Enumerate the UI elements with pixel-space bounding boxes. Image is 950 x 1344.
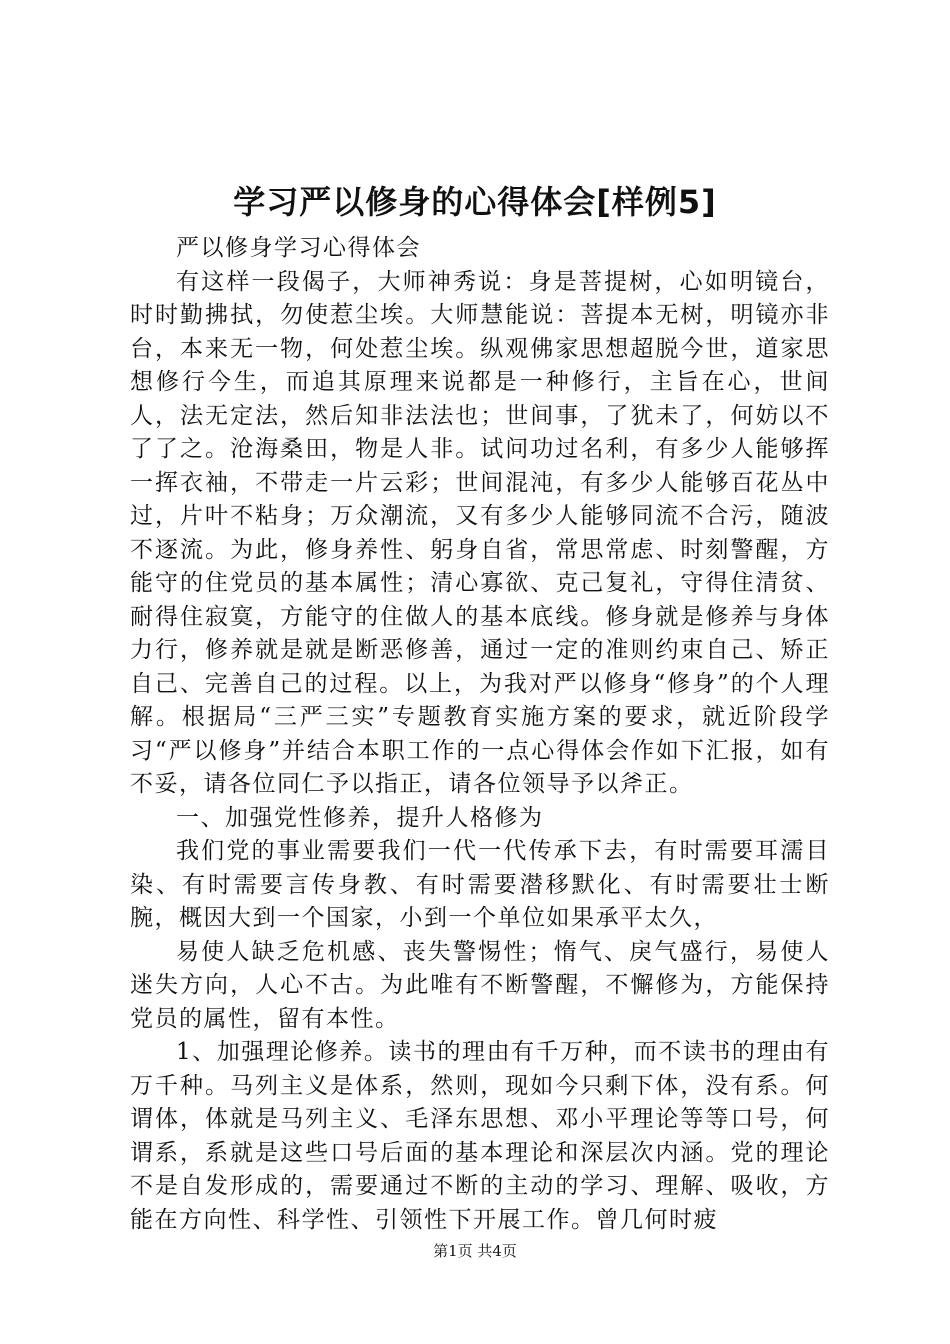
section-heading: 一、加强党性修养，提升人格修为 xyxy=(176,804,544,831)
body-paragraph: 易使人缺乏危机感、丧失警惕性；惰气、戾气盛行，易使人迷失方向，人心不古。为此唯有不断警醒，不懈修为，方能保持党员的属性，留有本性。 xyxy=(130,938,830,1032)
page-number-footer: 第1页 共4页 xyxy=(433,1242,517,1260)
body-paragraph: 1、加强理论修养。读书的理由有千万种，而不读书的理由有万千种。马列主义是体系，然则，现如今只剩下体，没有系。何谓体，体就是马列主义、毛泽东思想、邓小平理论等等口号，何谓系，系就是这些口号后面的基本理论和深层次内涵。党的理论不是自发形成的，需要通过不断的主动的学习、理解、吸收，方能在方向性、科学性、引领性下开展工作。曾几何时疲 xyxy=(130,1039,830,1233)
subtitle-paragraph: 严以修身学习心得体会 xyxy=(176,235,421,261)
body-paragraph: 我们党的事业需要我们一代一代传承下去，有时需要耳濡目染、有时需要言传身教、有时需要潜移默化、有时需要壮士断腕，概因大到一个国家，小到一个单位如果承平太久， xyxy=(130,838,830,931)
document-title: 学习严以修身的心得体会[样例5] xyxy=(233,183,717,221)
document-body xyxy=(130,232,830,1237)
body-paragraph: 有这样一段偈子，大师神秀说：身是菩提树，心如明镜台，时时勤拂拭，勿使惹尘埃。大师慧能说：菩提本无树，明镜亦非台，本来无一物，何处惹尘埃。纵观佛家思想超脱今世，道家思想修行今生，而追其原理来说都是一种修行，主旨在心，世间人，法无定法，然后知非法法也；世间事，了犹未了，何妨以不了了之。沧海桑田，物是人非。试问功过名利，有多少人能够挥一挥衣袖，不带走一片云彩；世间混沌，有多少人能够百花丛中过，片叶不粘身；万众潮流，又有多少人能够同流不合污，随波不逐流。为此，修身养性、躬身自省，常思常虑、时刻警醒，方能守的住党员的基本属性；清心寡欲、克己复礼，守得住清贫、耐得住寂寞，方能守的住做人的基本底线。修身就是修养与身体力行，修养就是就是断恶修善，通过一定的准则约束自己、矫正自己、完善自己的过程。以上，为我对严以修身“修身”的个人理解。根据局“三严三实”专题教育实施方案的要求，就近阶段学习“严以修身”并结合本职工作的一点心得体会作如下汇报，如有不妥，请各位同仁予以指正，请各位领导予以斧正。 xyxy=(130,268,830,797)
